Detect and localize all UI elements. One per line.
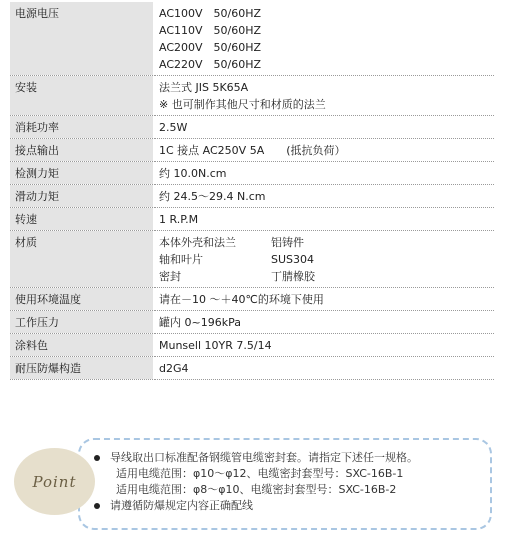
spec-row xyxy=(10,334,494,357)
spec-label: 检测力矩 xyxy=(10,162,154,185)
spec-value-line: AC200V 50/60HZ xyxy=(159,41,262,54)
spec-value xyxy=(154,231,495,288)
spec-row xyxy=(10,311,494,334)
spec-value-line: 罐内 0~196kPa xyxy=(159,316,241,329)
spec-label: 材质 xyxy=(10,231,154,288)
spec-label: 涂料色 xyxy=(10,334,154,357)
spec-label: 耐压防爆构造 xyxy=(10,357,154,380)
point-note xyxy=(0,432,505,544)
point-sub-item xyxy=(90,482,490,498)
spec-label: 消耗功率 xyxy=(10,116,154,139)
spec-table xyxy=(10,2,494,380)
spec-value xyxy=(154,162,495,185)
material-list xyxy=(159,234,489,285)
material-name: 铝铸件 xyxy=(271,236,304,249)
spec-value-line: AC100V 50/60HZ xyxy=(159,7,262,20)
material-part: 密封 xyxy=(159,270,181,283)
point-note-text: 请遵循防爆规定内容正确配线 xyxy=(110,499,253,512)
spec-row xyxy=(10,2,494,76)
spec-label: 转速 xyxy=(10,208,154,231)
material-part: 轴和叶片 xyxy=(159,253,203,266)
spec-value-line: AC110V 50/60HZ xyxy=(159,24,262,37)
spec-label: 滑动力矩 xyxy=(10,185,154,208)
spec-value xyxy=(154,208,495,231)
point-badge-label: Point xyxy=(32,472,77,491)
spec-value xyxy=(154,76,495,116)
point-bullet-item xyxy=(90,450,490,466)
spec-value-line: 1 R.P.M xyxy=(159,213,199,226)
spec-row xyxy=(10,162,494,185)
spec-value-line: 2.5W xyxy=(159,121,188,134)
material-name: SUS304 xyxy=(271,253,315,266)
point-bullet-item xyxy=(90,498,490,514)
point-notes xyxy=(90,450,490,514)
spec-value-line: Munsell 10YR 7.5/14 xyxy=(159,339,272,352)
spec-value-line: 1C 接点 AC250V 5A (抵抗负荷） xyxy=(159,144,346,157)
spec-value-line: 约 10.0N.cm xyxy=(159,167,227,180)
spec-label: 使用环境温度 xyxy=(10,288,154,311)
material-name: 丁腈橡胶 xyxy=(271,270,315,283)
spec-value xyxy=(154,357,495,380)
spec-value-line: 约 24.5～29.4 N.cm xyxy=(159,190,266,203)
spec-value xyxy=(154,139,495,162)
spec-row xyxy=(10,116,494,139)
spec-row xyxy=(10,357,494,380)
spec-row xyxy=(10,139,494,162)
spec-value-line: 请在－10 ～＋40℃的环境下使用 xyxy=(159,293,324,306)
spec-value xyxy=(154,185,495,208)
bullet-icon xyxy=(94,503,100,509)
spec-label: 安装 xyxy=(10,76,154,116)
spec-label: 接点输出 xyxy=(10,139,154,162)
spec-label: 电源电压 xyxy=(10,2,154,76)
point-note-text: 适用电缆范围：φ8～φ10、电缆密封套型号：SXC-16B-2 xyxy=(116,483,397,496)
spec-row xyxy=(10,208,494,231)
point-note-text: 导线取出口标准配备钢缆管电缆密封套。请指定下述任一规格。 xyxy=(110,451,418,464)
spec-row xyxy=(10,231,494,288)
spec-value xyxy=(154,311,495,334)
point-note-text: 适用电缆范围：φ10～φ12、电缆密封套型号：SXC-16B-1 xyxy=(116,467,404,480)
point-badge xyxy=(14,448,95,515)
spec-value-line: ※ 也可制作其他尺寸和材质的法兰 xyxy=(159,98,326,111)
spec-value-line: d2G4 xyxy=(159,362,189,375)
spec-value xyxy=(154,2,495,76)
spec-value xyxy=(154,116,495,139)
bullet-icon xyxy=(94,455,100,461)
spec-value xyxy=(154,288,495,311)
spec-value xyxy=(154,334,495,357)
spec-value-line: 法兰式 JIS 5K65A xyxy=(159,81,249,94)
spec-label: 工作压力 xyxy=(10,311,154,334)
spec-row xyxy=(10,76,494,116)
spec-row xyxy=(10,288,494,311)
material-part: 本体外壳和法兰 xyxy=(159,236,236,249)
point-sub-item xyxy=(90,466,490,482)
spec-value-line: AC220V 50/60HZ xyxy=(159,58,262,71)
spec-row xyxy=(10,185,494,208)
